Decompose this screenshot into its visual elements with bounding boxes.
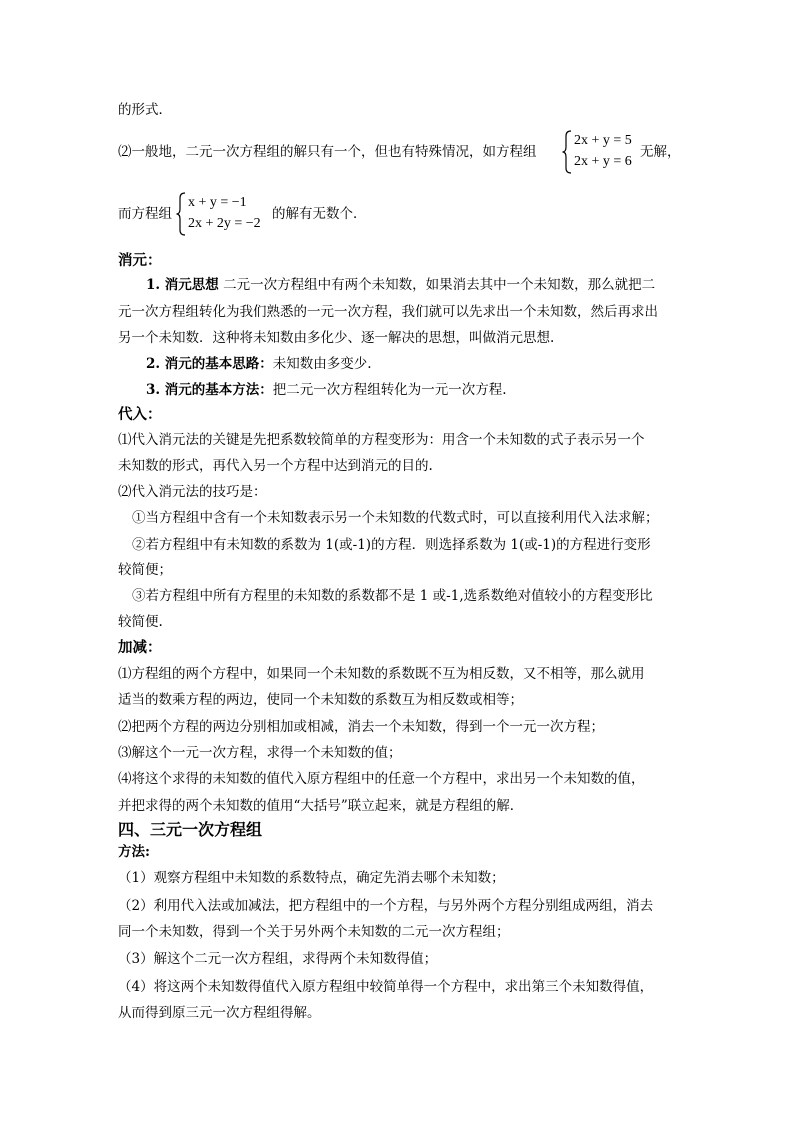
section-4-title: 四、三元一次方程组	[118, 820, 263, 839]
line-special-case	[118, 142, 537, 162]
heading-fangfa: 方法:	[118, 844, 150, 860]
system1-eq2: 2x + y = 6	[574, 154, 632, 169]
no-solution-text: 无解，	[640, 144, 681, 160]
xiaoyuan-idea-line2: 元一次方程组转化为我们熟悉的一元一次方程，我们就可以先求出一个未知数，然后再求出	[118, 304, 658, 320]
fangfa-3: （3）解这个二元一次方程组，求得两个未知数得值；	[118, 951, 438, 967]
fangfa-2-line1: （2）利用代入法或加减法，把方程组中的一个方程，与另外两个方程分别组成两组，消去	[118, 898, 654, 914]
xiaoyuan-idea-line3: 另一个未知数．这种将未知数由多化少、逐一解决的思想，叫做消元思想.	[118, 330, 555, 346]
heading-jiajian: 加减：	[118, 639, 162, 656]
dairu-2: ⑵代入消元法的技巧是：	[118, 484, 267, 500]
dairu-2b-line1: ②若方程组中有未知数的系数为 1(或-1)的方程．则选择系数为 1(或-1)的方程进行变形	[132, 537, 651, 553]
system2-eq1: x + y = −1	[188, 195, 247, 210]
jiajian-1-line1: ⑴方程组的两个方程中，如果同一个未知数的系数既不互为相反数，又不相等，那么就用	[118, 666, 645, 682]
xiaoyuan-approach-text: 未知数由多变少.	[272, 356, 372, 372]
system2-eq2: 2x + 2y = −2	[188, 216, 261, 231]
xiaoyuan-approach-label: 2. 消元的基本思路：	[146, 356, 273, 372]
left-brace-icon	[176, 192, 186, 236]
xiaoyuan-idea	[146, 275, 655, 295]
infinite-solutions-text: 的解有无数个．	[272, 206, 367, 222]
jiajian-3: ⑶解这个一元一次方程，求得一个未知数的值；	[118, 745, 402, 761]
jiajian-2: ⑵把两个方程的两边分别相加或相减，消去一个未知数，得到一个一元一次方程；	[118, 719, 604, 735]
left-brace-icon	[562, 130, 572, 174]
xiaoyuan-method	[146, 380, 507, 400]
dairu-2c-line1: ③若方程组中所有方程里的未知数的系数都不是 1 或-1,选系数绝对值较小的方程变形比	[132, 588, 653, 604]
xiaoyuan-approach	[146, 354, 372, 374]
jiajian-4-line1: ⑷将这个求得的未知数的值代入原方程组中的任意一个方程中，求出另一个未知数的值，	[118, 771, 645, 787]
xiaoyuan-method-text: 把二元一次方程组转化为一元一次方程.	[272, 382, 507, 398]
line-form: 的形式．	[118, 102, 172, 118]
fangfa-4-line2: 从而得到原三元一次方程组得解。	[118, 1005, 321, 1021]
fangfa-1: （1）观察方程组中未知数的系数特点，确定先消去哪个未知数；	[118, 870, 505, 886]
equation-system-no-solution	[562, 130, 642, 174]
xiaoyuan-idea-text: 二元一次方程组中有两个未知数，如果消去其中一个未知数，那么就把二	[218, 277, 656, 293]
dairu-1-line2: 未知数的形式，再代入另一个方程中达到消元的目的.	[118, 458, 433, 474]
dairu-2a: ①当方程组中含有一个未知数表示另一个未知数的代数式时，可以直接利用代入法求解；	[132, 510, 659, 526]
fangfa-4-line1: （4）将这两个未知数得值代入原方程组中较简单得一个方程中，求出第三个未知数得值，	[118, 979, 654, 995]
equation-system-infinite	[176, 192, 266, 236]
dairu-2b-line2: 较简便；	[118, 562, 172, 578]
dairu-2c-line2: 较简便.	[118, 614, 163, 630]
system1-eq1: 2x + y = 5	[574, 133, 632, 148]
fangfa-2-line2: 同一个未知数，得到一个关于另外两个未知数的二元一次方程组；	[118, 924, 510, 940]
heading-xiaoyuan: 消元：	[118, 252, 162, 269]
special-case-text: ⑵一般地，二元一次方程组的解只有一个，但也有特殊情况，如方程组	[118, 144, 537, 160]
jiajian-1-line2: 适当的数乘方程的两边，使同一个未知数的系数互为相反数或相等；	[118, 692, 523, 708]
line-infinite-prefix: 而方程组	[118, 206, 172, 222]
dairu-1-line1: ⑴代入消元法的关键是先把系数较简单的方程变形为：用含一个未知数的式子表示另一个	[118, 432, 645, 448]
xiaoyuan-method-label: 3. 消元的基本方法：	[146, 382, 273, 398]
xiaoyuan-idea-label: 1. 消元思想	[146, 277, 219, 293]
heading-dairu: 代入：	[118, 406, 162, 423]
jiajian-4-line2: 并把求得的两个未知数的值用“大括号”联立起来，就是方程组的解．	[118, 798, 524, 814]
